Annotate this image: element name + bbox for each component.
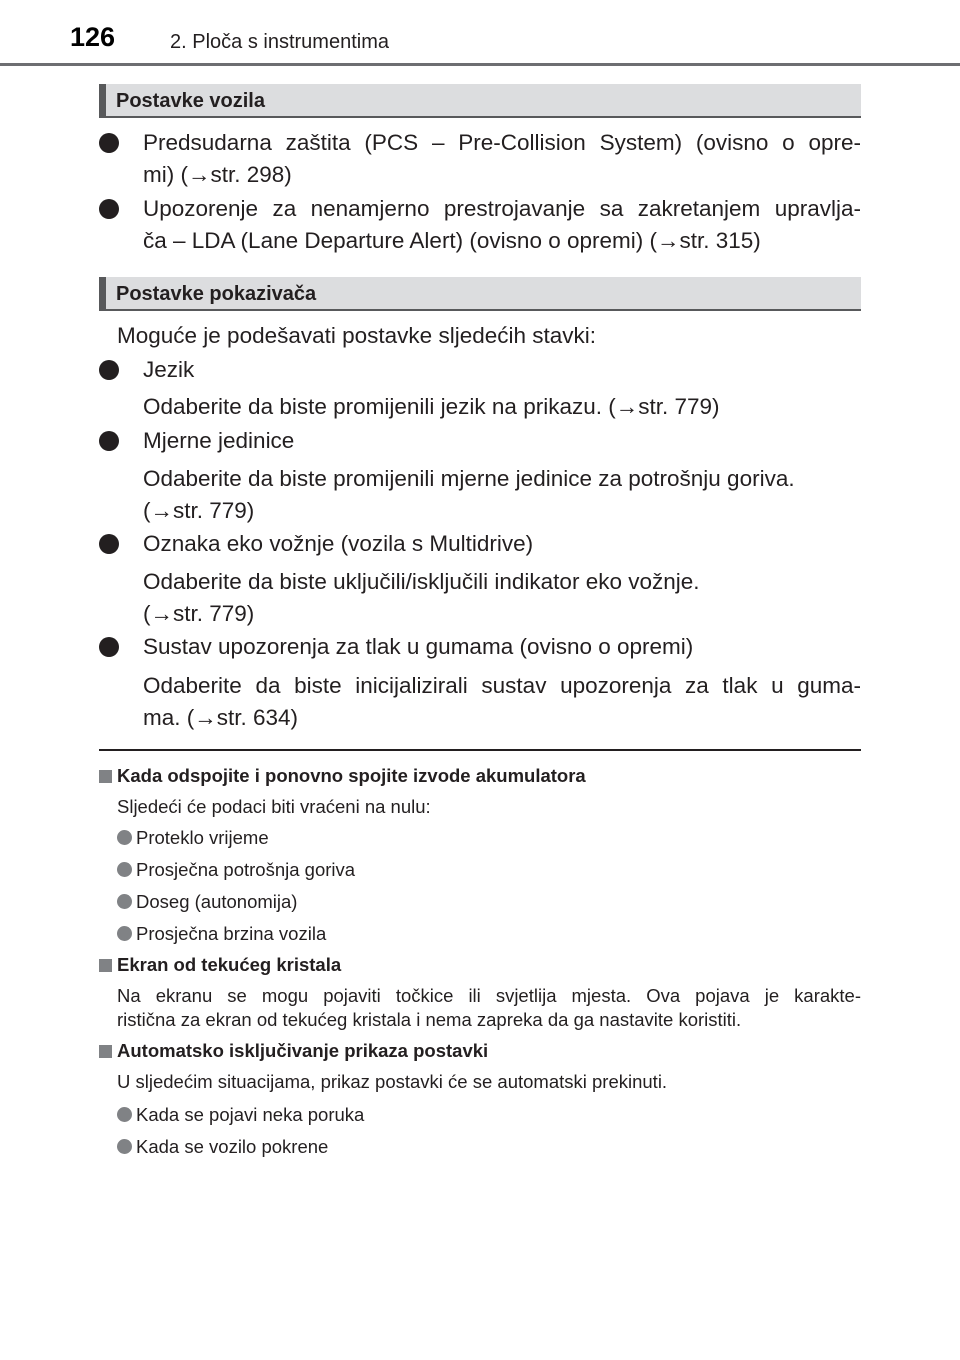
bullet-icon	[99, 360, 119, 380]
meter-item-units-desc-line1: Odaberite da biste promijenili mjerne jedinice za potrošnju goriva.	[143, 466, 795, 491]
bullet-icon	[117, 1107, 132, 1122]
meter-item-units-label: Mjerne jedinice	[143, 428, 295, 453]
meter-item-units-desc-line2: (→str. 779)	[143, 498, 255, 523]
note-bullet: Doseg (autonomija)	[136, 891, 298, 912]
section-heading-label: Postavke vozila	[116, 90, 265, 112]
header-rule	[0, 63, 960, 66]
note-text-lcd-line2: ristična za ekran od tekućeg kristala i nema zapreka da ga nastavite koristiti.	[117, 1009, 742, 1030]
notes-divider	[99, 749, 861, 751]
bullet-icon	[117, 926, 132, 941]
bullet-icon	[99, 534, 119, 554]
bullet-icon	[99, 431, 119, 451]
note-bullet: Prosječna potrošnja goriva	[136, 859, 356, 880]
meter-item-eco-label: Oznaka eko vožnje (vozila s Multidrive)	[143, 531, 534, 556]
meter-item-tpws-desc-line1: Odaberite da biste inicijalizirali sustav upozorenja za tlak u guma-	[143, 673, 861, 698]
note-bullet: Prosječna brzina vozila	[136, 923, 327, 944]
note-square-icon	[99, 770, 112, 783]
note-bullet: Kada se pojavi neka poruka	[136, 1104, 365, 1125]
meter-item-eco-desc-line2: (→str. 779)	[143, 601, 255, 626]
note-title-battery: Kada odspojite i ponovno spojite izvode akumulatora	[117, 765, 586, 786]
setting-item-lda-line2: ča – LDA (Lane Departure Alert) (ovisno o opremi) (→str. 315)	[143, 228, 761, 253]
meter-item-language-desc: Odaberite da biste promijenili jezik na prikazu. (→str. 779)	[143, 394, 720, 419]
bullet-icon	[117, 1139, 132, 1154]
page-header	[0, 0, 960, 66]
meter-item-eco-desc-line1: Odaberite da biste uključili/isključili indikator eko vožnje.	[143, 569, 700, 594]
setting-item-pcs-line2: mi) (→str. 298)	[143, 162, 292, 187]
page-number: 126	[70, 22, 116, 52]
section-intro: Moguće je podešavati postavke sljedećih stavki:	[117, 323, 597, 348]
chapter-title: 2. Ploča s instrumentima	[170, 31, 389, 53]
bullet-icon	[117, 830, 132, 845]
bullet-icon	[99, 133, 119, 153]
meter-item-language-label: Jezik	[143, 357, 195, 382]
note-text-battery: Sljedeći će podaci biti vraćeni na nulu:	[117, 796, 431, 817]
note-bullet: Proteklo vrijeme	[136, 827, 269, 848]
section-heading-tab	[99, 84, 106, 116]
bullet-icon	[117, 894, 132, 909]
note-text-auto-off: U sljedećim situacijama, prikaz postavki će se automatski prekinuti.	[117, 1071, 668, 1092]
note-text-lcd-line1: Na ekranu se mogu pojaviti točkice ili svjetlija mjesta. Ova pojava je karakte-	[117, 985, 861, 1006]
note-square-icon	[99, 959, 112, 972]
note-title-auto-off: Automatsko isključivanje prikaza postavki	[117, 1040, 489, 1061]
bullet-icon	[99, 637, 119, 657]
section-heading-tab	[99, 277, 106, 309]
meter-item-tpws-desc-line2: ma. (→str. 634)	[143, 705, 299, 730]
section-heading-vehicle-settings	[99, 84, 861, 118]
setting-item-lda-line1: Upozorenje za nenamjerno prestrojavanje sa zakretanjem upravlja-	[143, 196, 861, 221]
meter-item-tpws-label: Sustav upozorenja za tlak u gumama (ovisno o opremi)	[143, 634, 694, 659]
bullet-icon	[99, 199, 119, 219]
bullet-icon	[117, 862, 132, 877]
note-title-lcd: Ekran od tekućeg kristala	[117, 954, 342, 975]
note-square-icon	[99, 1045, 112, 1058]
section-heading-meter-settings	[99, 277, 861, 311]
note-bullet: Kada se vozilo pokrene	[136, 1136, 329, 1157]
section-heading-label: Postavke pokazivača	[116, 283, 317, 305]
setting-item-pcs-line1: Predsudarna zaštita (PCS – Pre-Collision System) (ovisno o opre-	[143, 130, 861, 155]
